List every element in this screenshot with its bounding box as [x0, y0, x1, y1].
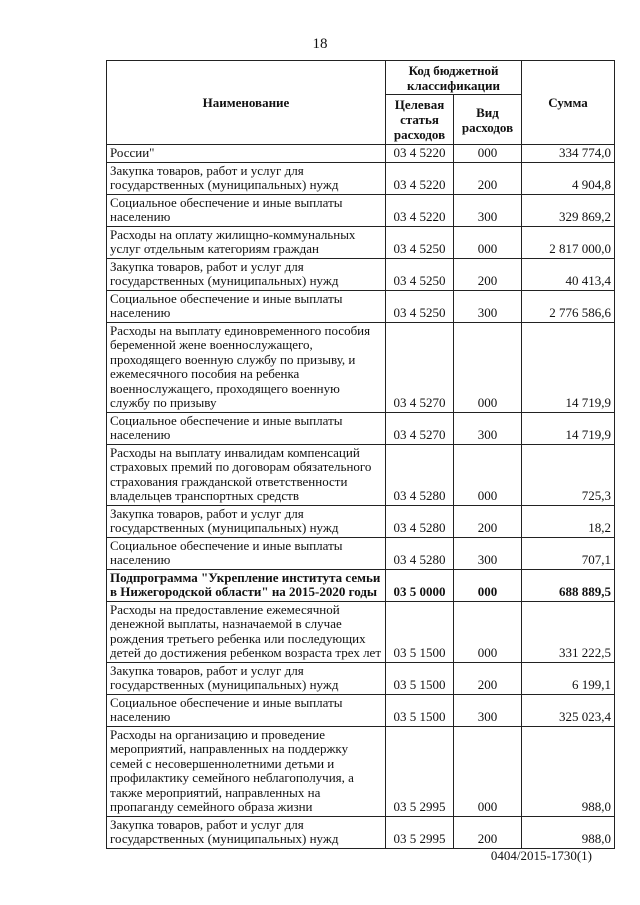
table-row	[107, 145, 615, 163]
row-expense-type: 000	[454, 226, 522, 258]
row-name: Расходы на организацию и проведение мероприятий, направленных на поддержку семей с несовершеннолетними детьми и профилактику семейного неблагополучия, а также мероприятий, направленных на пропаганду семейного образа жизни	[107, 726, 386, 816]
table-row	[107, 569, 615, 601]
row-target-article: 03 4 5250	[386, 226, 454, 258]
row-sum: 725,3	[522, 444, 615, 505]
row-expense-type: 000	[454, 145, 522, 163]
row-name: Закупка товаров, работ и услуг для государственных (муниципальных) нужд	[107, 816, 386, 848]
row-sum: 4 904,8	[522, 162, 615, 194]
row-sum: 331 222,5	[522, 601, 615, 662]
row-sum: 988,0	[522, 816, 615, 848]
row-sum: 40 413,4	[522, 258, 615, 290]
table-row	[107, 412, 615, 444]
row-expense-type: 200	[454, 816, 522, 848]
row-target-article: 03 4 5280	[386, 537, 454, 569]
row-name: Социальное обеспечение и иные выплаты населению	[107, 194, 386, 226]
header-name: Наименование	[107, 61, 386, 145]
row-name: Расходы на выплату единовременного пособия беременной жене военнослужащего, проходящего военную службу по призыву, и ежемесячного пособия на ребенка военнослужащего, проходящего военную службу по призыву	[107, 322, 386, 412]
row-expense-type: 000	[454, 601, 522, 662]
header-target-article: Целевая статья расходов	[386, 95, 454, 145]
table-row	[107, 322, 615, 412]
row-target-article: 03 4 5280	[386, 505, 454, 537]
row-name: России"	[107, 145, 386, 163]
table-row	[107, 226, 615, 258]
row-target-article: 03 4 5220	[386, 162, 454, 194]
row-expense-type: 200	[454, 662, 522, 694]
row-target-article: 03 5 0000	[386, 569, 454, 601]
table-row	[107, 290, 615, 322]
table-row	[107, 726, 615, 816]
row-expense-type: 000	[454, 569, 522, 601]
row-sum: 14 719,9	[522, 322, 615, 412]
row-name: Социальное обеспечение и иные выплаты населению	[107, 537, 386, 569]
row-target-article: 03 4 5250	[386, 290, 454, 322]
row-sum: 14 719,9	[522, 412, 615, 444]
row-target-article: 03 4 5270	[386, 322, 454, 412]
table-row	[107, 694, 615, 726]
row-expense-type: 200	[454, 162, 522, 194]
row-name: Закупка товаров, работ и услуг для государственных (муниципальных) нужд	[107, 258, 386, 290]
row-sum: 6 199,1	[522, 662, 615, 694]
row-name: Расходы на выплату инвалидам компенсаций страховых премий по договорам обязательного страхования гражданской ответственности владельцев транспортных средств	[107, 444, 386, 505]
table-row	[107, 816, 615, 848]
document-number: 0404/2015-1730(1)	[490, 848, 592, 863]
row-target-article: 03 4 5250	[386, 258, 454, 290]
row-target-article: 03 5 2995	[386, 726, 454, 816]
table-row	[107, 194, 615, 226]
row-name: Социальное обеспечение и иные выплаты населению	[107, 290, 386, 322]
row-target-article: 03 5 1500	[386, 694, 454, 726]
table-body	[107, 145, 615, 849]
row-target-article: 03 5 2995	[386, 816, 454, 848]
row-sum: 329 869,2	[522, 194, 615, 226]
header-expense-type: Вид расходов	[454, 95, 522, 145]
row-name: Социальное обеспечение и иные выплаты населению	[107, 412, 386, 444]
table-row	[107, 444, 615, 505]
row-expense-type: 300	[454, 194, 522, 226]
table-row	[107, 537, 615, 569]
row-expense-type: 200	[454, 505, 522, 537]
row-sum: 988,0	[522, 726, 615, 816]
row-expense-type: 300	[454, 694, 522, 726]
budget-table	[106, 60, 615, 849]
row-sum: 707,1	[522, 537, 615, 569]
row-target-article: 03 4 5280	[386, 444, 454, 505]
row-sum: 18,2	[522, 505, 615, 537]
table-row	[107, 258, 615, 290]
row-sum: 325 023,4	[522, 694, 615, 726]
row-expense-type: 300	[454, 412, 522, 444]
table-row	[107, 162, 615, 194]
row-sum: 2 817 000,0	[522, 226, 615, 258]
row-name: Социальное обеспечение и иные выплаты населению	[107, 694, 386, 726]
row-name: Подпрограмма "Укрепление института семьи в Нижегородской области" на 2015-2020 годы	[107, 569, 386, 601]
page-number: 18	[312, 36, 328, 52]
row-name: Закупка товаров, работ и услуг для государственных (муниципальных) нужд	[107, 505, 386, 537]
row-target-article: 03 5 1500	[386, 662, 454, 694]
row-expense-type: 000	[454, 322, 522, 412]
row-target-article: 03 5 1500	[386, 601, 454, 662]
row-name: Закупка товаров, работ и услуг для государственных (муниципальных) нужд	[107, 162, 386, 194]
table-row	[107, 601, 615, 662]
row-name: Расходы на оплату жилищно-коммунальных услуг отдельным категориям граждан	[107, 226, 386, 258]
row-expense-type: 200	[454, 258, 522, 290]
table-row	[107, 662, 615, 694]
row-expense-type: 300	[454, 290, 522, 322]
table-header	[107, 61, 615, 145]
table-row	[107, 505, 615, 537]
header-sum: Сумма	[522, 61, 615, 145]
row-expense-type: 300	[454, 537, 522, 569]
row-target-article: 03 4 5220	[386, 194, 454, 226]
header-budget-code: Код бюджетной классификации	[386, 61, 522, 95]
row-expense-type: 000	[454, 726, 522, 816]
row-target-article: 03 4 5220	[386, 145, 454, 163]
row-name: Закупка товаров, работ и услуг для государственных (муниципальных) нужд	[107, 662, 386, 694]
row-name: Расходы на предоставление ежемесячной денежной выплаты, назначаемой в случае рождения третьего ребенка или последующих детей до достижения ребенком возраста трех лет	[107, 601, 386, 662]
row-sum: 334 774,0	[522, 145, 615, 163]
row-sum: 2 776 586,6	[522, 290, 615, 322]
row-sum: 688 889,5	[522, 569, 615, 601]
row-expense-type: 000	[454, 444, 522, 505]
row-target-article: 03 4 5270	[386, 412, 454, 444]
